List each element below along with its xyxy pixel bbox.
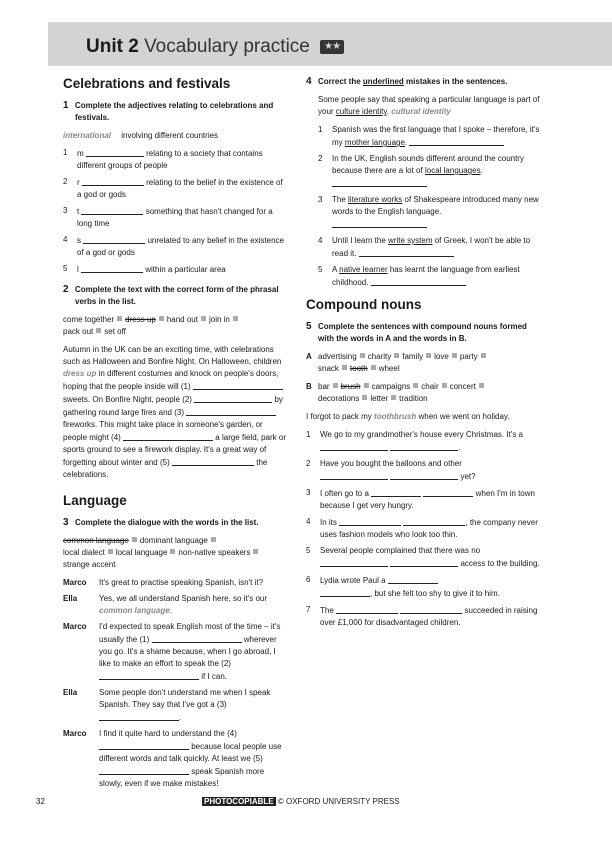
answer-blank[interactable]: [409, 136, 504, 146]
page-number: 32: [36, 797, 45, 806]
answer-blank[interactable]: [194, 393, 272, 403]
answer-blank[interactable]: [332, 177, 427, 187]
answer-blank[interactable]: [371, 487, 421, 497]
answer-blank[interactable]: [400, 604, 462, 614]
answer-blank[interactable]: [403, 516, 465, 526]
unit-header: [48, 22, 612, 66]
answer-blank[interactable]: [81, 263, 143, 273]
exercise-4-item: 4 Until I learn the write system of Greek, I won't be able to read it.: [318, 236, 531, 258]
exercise-1-instruction: 1 Complete the adjectives relating to celebrations and festivals.: [63, 100, 274, 122]
exercise-3-instruction: 3 Complete the dialogue with the words in the list.: [63, 517, 259, 528]
answer-blank[interactable]: [86, 147, 144, 157]
answer-blank[interactable]: [82, 176, 144, 186]
exercise-1-item: 4 s unrelated to any belief in the existence of a god or gods: [63, 235, 285, 257]
dialogue-line: Marco I find it quite hard to understand the (4) because local people use different words and talk quickly. At least we (5) speak Spanish more slowly, even if we make mistakes!: [63, 729, 282, 788]
answer-blank[interactable]: [83, 234, 145, 244]
exercise-1-item: 5 l within a particular area: [63, 264, 226, 274]
word-box-b: B bar brush campaigns chair concert decorations letter tradition: [306, 381, 542, 405]
exercise-5-item: 7 The succeeded in raising over £1,000 for disadvantaged children.: [306, 605, 538, 627]
exercise-5-item: 1 We go to my grandmother's house every Christmas. It's a .: [306, 430, 523, 452]
answer-blank[interactable]: [99, 740, 189, 750]
answer-blank[interactable]: [152, 633, 242, 643]
exercise-5-item: 6 Lydia wrote Paul a , but she felt too shy to give it to him.: [306, 575, 500, 598]
word-box: common language dominant language local dialect local language non-native speakers strange accent: [63, 535, 288, 571]
exercise-4-example: Some people say that speaking a particular language is part of your culture identity. cultural identity: [318, 95, 540, 116]
exercise-1-item: 1 m relating to a society that contains different groups of people: [63, 148, 263, 170]
exercise-4-instruction: 4 Correct the underlined mistakes in the sentences.: [306, 76, 508, 87]
answer-blank[interactable]: [320, 587, 370, 597]
answer-blank[interactable]: [371, 276, 466, 286]
answer-blank[interactable]: [359, 247, 454, 257]
exercise-4-item: 3 The literature works of Shakespeare introduced many new words to the English language.: [318, 194, 542, 231]
dialogue-line: Ella Yes, we all understand Spanish here, so it's our common language.: [63, 594, 267, 615]
left-column: [63, 76, 288, 794]
answer-blank[interactable]: [186, 406, 276, 416]
exercise-1-item: 3 t something that hasn't changed for a long time: [63, 206, 273, 228]
exercise-4-item: 5 A native learner has learnt the language from earliest childhood.: [318, 265, 520, 287]
exercise-4-item: 2 In the UK, English sounds different around the country because there are a lot of local languages.: [318, 153, 542, 190]
answer-blank[interactable]: [99, 670, 199, 680]
answer-blank[interactable]: [390, 557, 458, 567]
section-title-celebrations: Celebrations and festivals: [63, 76, 231, 91]
answer-blank[interactable]: [390, 470, 458, 480]
exercise-2-text: Autumn in the UK can be an exciting time, with celebrations such as Halloween and Bonfire Night. On Halloween, children dress up in different costumes and knock on people's doors, hoping that the people inside will (1) sweets. On Bonfire Night, people (2) by gathering round large fires and (3) fireworks. This might take place in someone's garden, or people might (4) a large field, park or sports ground to see a firework display. It's a great way of forgetting about winter and (5) the celebrations.: [63, 345, 286, 479]
answer-blank[interactable]: [123, 431, 213, 441]
answer-blank[interactable]: [388, 574, 438, 584]
dialogue-line: Marco It's great to practise speaking Spanish, isn't it?: [63, 578, 264, 587]
answer-blank[interactable]: [332, 218, 427, 228]
exercise-1-item: 2 r relating to the belief in the existence of a god or gods: [63, 177, 283, 199]
dialogue-line: Ella Some people don't understand me when I speak Spanish. They say that I've got a (3) .: [63, 688, 271, 722]
answer-blank[interactable]: [81, 205, 143, 215]
copyright-footer: PHOTOCOPIABLE © OXFORD UNIVERSITY PRESS: [204, 797, 400, 806]
answer-blank[interactable]: [423, 487, 473, 497]
answer-blank[interactable]: [336, 604, 398, 614]
answer-blank[interactable]: [193, 380, 283, 390]
dialogue-line: Marco I'd expected to speak English most of the time – it's usually the (1) wherever you go. It's a shame because, when I go abroad, I like to make an effort to speak the (2) if I can.: [63, 622, 281, 681]
exercise-2-instruction: 2 Complete the text with the correct form of the phrasal verbs in the list.: [63, 284, 279, 306]
exercise-1-example: international involving different countries: [63, 131, 219, 140]
page-title: Unit 2 Vocabulary practice ★★: [86, 36, 344, 58]
section-title-compound-nouns: Compound nouns: [306, 297, 422, 312]
word-box-a: A advertising charity family love party snack tooth wheel: [306, 351, 542, 375]
answer-blank[interactable]: [320, 441, 388, 451]
exercise-5-item: 2 Have you bought the balloons and other yet?: [306, 459, 476, 481]
answer-blank[interactable]: [99, 711, 179, 721]
exercise-5-item: 4 In its , the company never uses fashion models who look too thin.: [306, 517, 538, 539]
answer-blank[interactable]: [99, 765, 189, 775]
exercise-5-item: 3 I often go to a when I'm in town because I get very hungry.: [306, 488, 535, 510]
exercise-5-instruction: 5 Complete the sentences with compound nouns formed with the words in A and the words in B.: [306, 321, 527, 343]
exercise-5-item: 5 Several people complained that there was no access to the building.: [306, 546, 540, 568]
answer-blank[interactable]: [390, 441, 458, 451]
answer-blank[interactable]: [339, 516, 401, 526]
answer-blank[interactable]: [320, 557, 388, 567]
answer-blank[interactable]: [172, 456, 254, 466]
answer-blank[interactable]: [320, 470, 388, 480]
exercise-5-example: I forgot to pack my toothbrush when we went on holiday.: [306, 412, 510, 421]
exercise-4-item: 1 Spanish was the first language that I spoke – therefore, it's my mother language.: [318, 125, 540, 147]
word-box: come together dress up hand out join in pack out set off: [63, 314, 288, 338]
section-title-language: Language: [63, 493, 127, 508]
right-column: [306, 76, 542, 633]
difficulty-badge: ★★: [320, 40, 344, 54]
